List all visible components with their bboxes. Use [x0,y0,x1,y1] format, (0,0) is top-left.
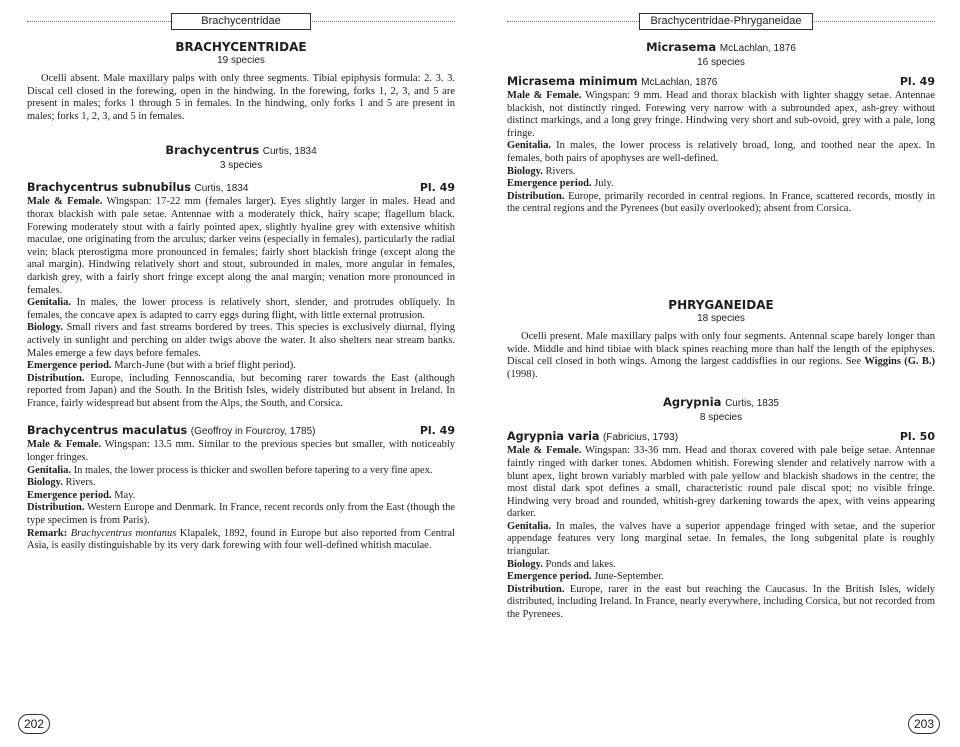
family-title: PHRYGANEIDAE [668,297,774,312]
genus-author: Curtis, 1834 [262,146,317,158]
right-column [507,40,935,622]
genitalia-entry: Genitalia. In males, the lower process is thicker and swollen before tapering to a very fine apex. [27,464,433,476]
running-header: Brachycentridae-Phryganeidae [639,13,813,30]
genus-author: McLachlan, 1876 [719,43,796,54]
male-female-entry: Male & Female. Wingspan: 33-36 mm. Head and thorax covered with pale beige setae. Antennae faintly ringed with darker tones. Abdomen whitish. Forewing slender and relatively narrow with a blunt apex, light brown variably marbled with pale yellow and blackish shadows in the centre; the most distal dark spot defines a small, characteristic round pale discal spot; no visible fringe. Hindwing very broad and rounded, whitish-grey darkening towards the apex, with veins appearing darker. [507,445,935,520]
biology-entry: Biology. Rivers. [507,165,576,177]
emergence-entry: Emergence period. June-September. [507,571,664,583]
genus-heading [27,143,455,159]
family-count: 18 species [697,312,745,324]
genitalia-entry: Genitalia. In males, the lower process is relatively short, slender, and protrudes obliquely. In females, the concave apex is adapted to carry eggs during flight, with little external protrusion. [27,297,455,321]
distribution-entry: Distribution. Europe, including Fennoscandia, but becoming rarer towards the East (although reported from Japan) and the South. In the British Isles, widely distributed but absent in Ireland. In France, fairly widespread but absent from the Alps, the South, and Corsica. [27,372,455,409]
biology-entry: Biology. Ponds and lakes. [507,558,616,570]
species-name: Brachycentrus subnubilus [27,181,191,195]
species-author: (Fabricius, 1793) [603,432,679,444]
genus-name: Micrasema [646,40,717,54]
family-intro: Ocelli absent. Male maxillary palps with only three segments. Tibial epiphysis formula: 2. 3. 3. Discal cell closed in the forewing, open in the hindwing. In the forewing, forks 1, 2, 3, and 5 are present in males; forks 1 through 5 in females. In the hindwing, only forks 1 and 5 are present in males; forks 1, 2, 3, and 5 in females. [27,73,455,122]
family-intro: Ocelli present. Male maxillary palps with only four segments. Antennal scape barely longer than wide. Middle and hind tibiae with black spines reaching more than half the length of the epiphyses. Discal cell closed in both wings. Among the largest caddisflies in our regions. See Wiggins (G. B.) (1998). [507,330,935,380]
emergence-entry: Emergence period. July. [507,178,614,190]
running-header: Brachycentridae [171,13,311,30]
genus-author: Curtis, 1835 [725,398,779,410]
genitalia-entry: Genitalia. In males, the valves have a superior appendage fringed with setae, and the superior appendage features very long marginal setae. In females, the long subgenital plate is roughly triangular. [507,520,935,558]
family-title: BRACHYCENTRIDAE [175,40,307,54]
emergence-entry: Emergence period. March-June (but with a brief flight period). [27,360,296,372]
plate-ref: Pl. 49 [899,75,935,88]
distribution-entry: Distribution. Europe, primarily recorded in central regions. In France, scattered records, mostly in the central regions and the Pyrenees (but easily overlooked); absent from Corsica. [507,190,935,215]
species-heading [27,181,455,196]
genus-name: Brachycentrus [165,143,260,158]
page-number: 202 [18,714,50,734]
biology-entry: Biology. Small rivers and fast streams bordered by trees. This species is exclusively diurnal, flying actively in sunlight and perching on alder twigs above the water. It also shelters near stream banks. Males emerge a few days before females. [27,322,456,359]
male-female-entry: Male & Female. Wingspan: 9 mm. Head and thorax blackish with lighter shaggy setae. Antennae blackish, not distinctly ringed. Forewing very narrow with a subrounded apex, ash-grey without distinct markings, and a long grey fringe. Hindwing very short and sub-ovoid, grey with a pale, long fringe. [507,90,936,139]
genus-count: 3 species [219,160,263,172]
emergence-entry: Emergence period. May. [27,489,136,501]
distribution-entry: Distribution. Europe, rarer in the east but reaching the Caucasus. In the British Isles, widely distributed, including Ireland. In France, nearly everywhere, including Corsica, but not recorded from the Pyrenees. [507,583,936,621]
plate-ref: Pl. 49 [419,181,455,195]
male-female-entry: Male & Female. Wingspan: 17-22 mm (females larger). Eyes slightly larger in males. Head and thorax blackish with pale setae. Antennae with a moderately thick, hairy scape; flagellum black. Forewing moderately stout with a fairly pointed apex, slightly hyaline grey with extensive whitish maculae, one originating from the arculus; darker veins (especially in females), particularly the radial vein; black pterostigma more pronounced in females; fairly short blackish fringe (except along the anal margin). Hindwing relatively short and stout, subrounded in males, more angular in females, darkish grey, with a fairly short fringe except along the anal margin; venation more pronounced in females. [27,196,455,296]
species-heading [507,430,935,445]
species-heading [507,75,935,90]
species-author: McLachlan, 1876 [641,77,718,88]
genus-count: 16 species [697,57,745,68]
genitalia-entry: Genitalia. In males, the lower process is relatively broad, long, and toothed near the apex. In females, both pairs of apophyses are well-defined. [507,140,935,164]
genus-count: 8 species [699,412,743,424]
biology-entry: Biology. Rivers. [27,477,96,489]
genus-heading [507,395,935,411]
page-number: 203 [908,714,940,734]
species-name: Micrasema minimum [507,75,638,88]
plate-ref: Pl. 49 [419,424,455,438]
species-heading [27,424,455,439]
plate-ref: Pl. 50 [899,430,935,444]
species-author: Curtis, 1834 [194,183,249,195]
male-female-entry: Male & Female. Wingspan: 13.5 mm. Similar to the previous species but smaller, with noticeably longer fringes. [27,439,456,464]
genus-heading [507,40,935,56]
genus-name: Agrypnia [663,395,722,410]
species-author: (Geoffroy in Fourcroy, 1785) [190,426,316,438]
family-count: 19 species [217,55,265,66]
species-name: Brachycentrus maculatus [27,424,188,438]
left-column [27,40,455,553]
distribution-entry: Distribution. Western Europe and Denmark. In France, recent records only from the East (though the type specimen is from Paris). [27,502,456,527]
remark-entry: Remark: Brachycentrus montanus Klapalek, 1892, found in Europe but also reported from Central Asia, is easily distinguishable by its very dark forewing with four well-defined whitish maculae. [27,527,456,552]
species-name: Agrypnia varia [507,430,600,444]
right-page [480,0,960,747]
